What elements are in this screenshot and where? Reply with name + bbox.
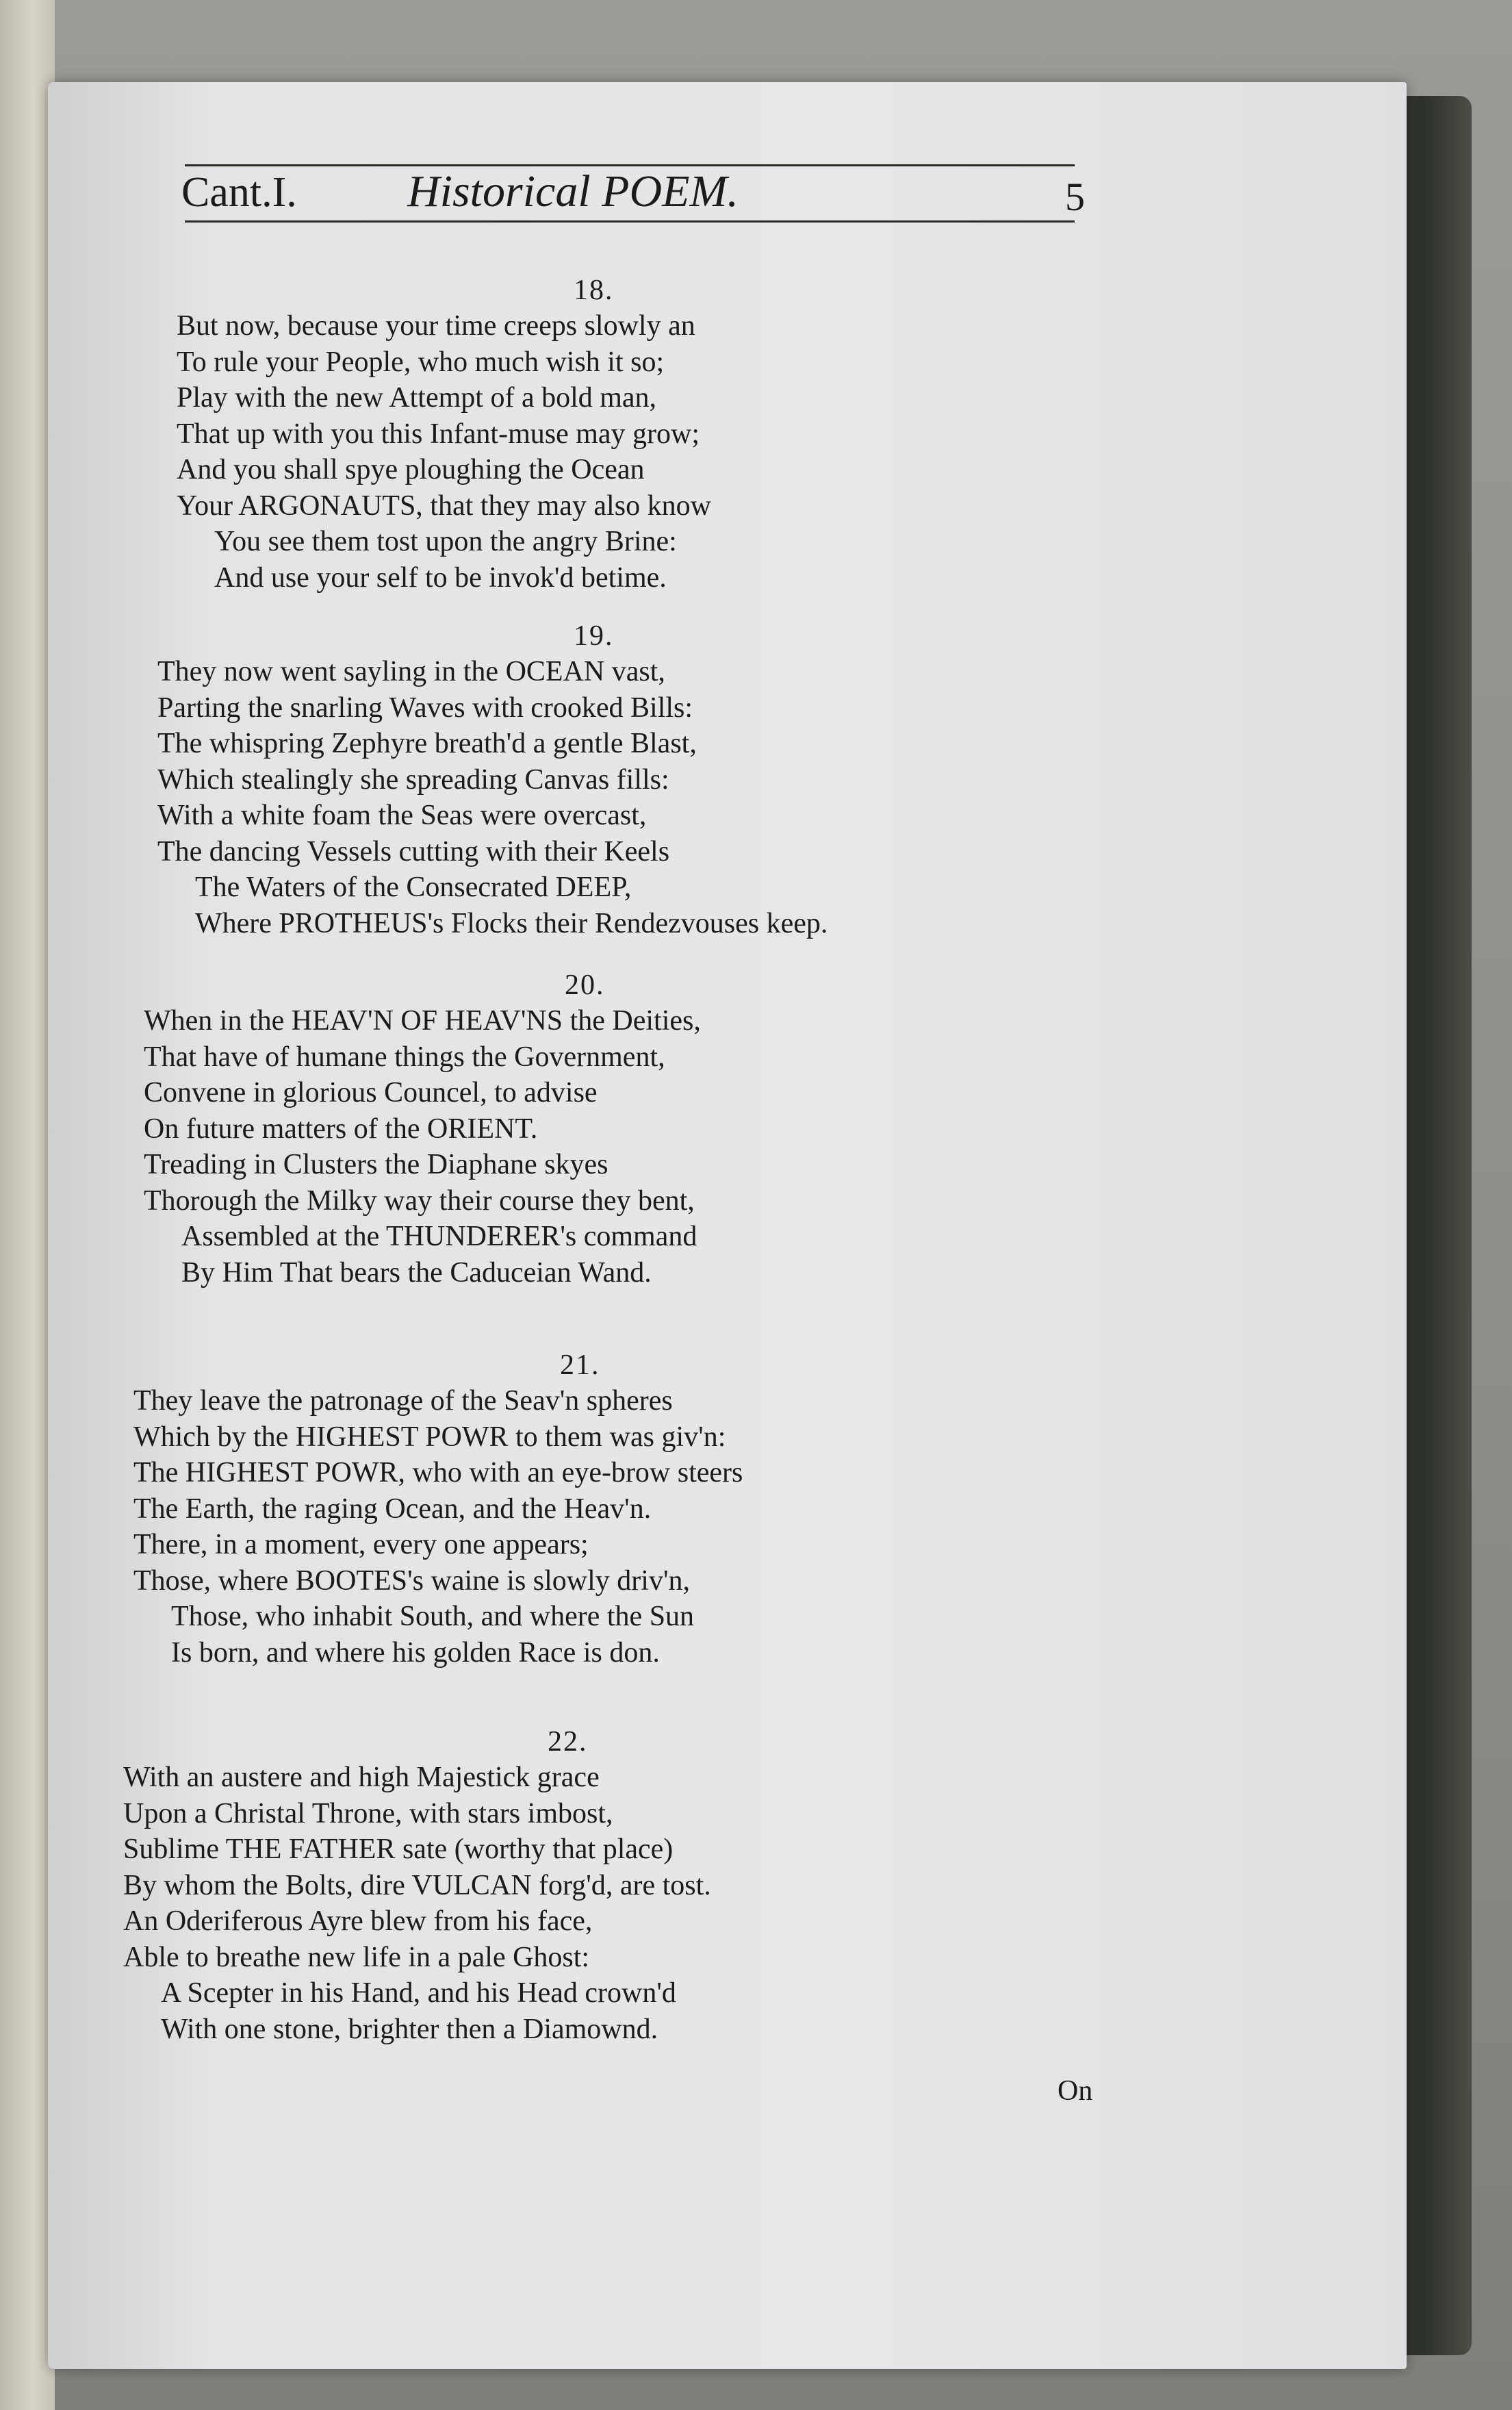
verse-line: There, in a moment, every one appears; <box>133 1529 589 1560</box>
verse-line: Is born, and where his golden Race is don. <box>171 1636 660 1669</box>
stanza-number: 18. <box>574 275 614 306</box>
verse-line: With a white foam the Seas were overcast, <box>157 800 647 831</box>
stanza-number: 20. <box>565 969 605 1001</box>
verse-line: Assembled at the THUNDERER's command <box>181 1221 697 1252</box>
verse-line: By whom the Bolts, dire VULCAN forg'd, are tost. <box>123 1869 711 1901</box>
facing-page-edge <box>0 0 55 2410</box>
verse-line: On future matters of the ORIENT. <box>144 1113 538 1145</box>
verse-line: Thorough the Milky way their course they bent, <box>144 1184 695 1217</box>
verse-line: Able to breathe new life in a pale Ghost: <box>123 1941 590 1973</box>
catchword: On <box>1058 2075 1093 2107</box>
stanza-number: 22. <box>548 1726 588 1758</box>
header-rule-bottom <box>185 220 1075 223</box>
verse-line: Which stealingly she spreading Canvas fills: <box>157 763 669 796</box>
verse-line: Upon a Christal Throne, with stars imbost, <box>123 1797 613 1829</box>
verse-line: And you shall spye ploughing the Ocean <box>177 454 645 485</box>
verse-line: Those, who inhabit South, and where the Sun <box>171 1601 695 1632</box>
verse-line: An Oderiferous Ayre blew from his face, <box>123 1905 593 1937</box>
verse-line: By Him That bears the Caduceian Wand. <box>181 1256 652 1289</box>
page-number: 5 <box>1065 175 1085 219</box>
verse-line: To rule your People, who much wish it so; <box>177 346 665 378</box>
verse-line: A Scepter in his Hand, and his Head crown'd <box>161 1977 676 2009</box>
verse-line: The Earth, the raging Ocean, and the Heav'n. <box>133 1493 652 1525</box>
verse-line: Parting the snarling Waves with crooked Bills: <box>157 692 693 724</box>
verse-line: When in the HEAV'N OF HEAV'NS the Deities, <box>144 1005 701 1037</box>
verse-line: The Waters of the Consecrated DEEP, <box>195 872 632 903</box>
canto-label: Cant.I. <box>181 169 297 216</box>
verse-line: With one stone, brighter then a Diamownd. <box>161 2013 658 2045</box>
stanza-number: 19. <box>574 620 614 652</box>
verse-line: And use your self to be invok'd betime. <box>214 561 667 594</box>
verse-line: Play with the new Attempt of a bold man, <box>177 382 657 414</box>
verse-line: The whispring Zephyre breath'd a gentle Blast, <box>157 728 697 759</box>
stanza-number: 21. <box>560 1349 600 1381</box>
verse-line: They now went sayling in the OCEAN vast, <box>157 656 665 687</box>
verse-line: Convene in glorious Councel, to advise <box>144 1077 598 1108</box>
verse-line: That up with you this Infant-muse may grow; <box>177 418 700 450</box>
verse-line: Treading in Clusters the Diaphane skyes <box>144 1149 608 1180</box>
verse-line: Those, where BOOTES's waine is slowly driv'n, <box>133 1564 691 1597</box>
verse-line: Where PROTHEUS's Flocks their Rendezvouses keep. <box>195 907 828 939</box>
verse-line: That have of humane things the Government, <box>144 1041 665 1073</box>
verse-line: Which by the HIGHEST POWR to them was giv'n: <box>133 1421 726 1453</box>
verse-line: But now, because your time creeps slowly an <box>177 310 695 342</box>
running-title: Historical POEM. <box>407 166 739 216</box>
verse-line: They leave the patronage of the Seav'n spheres <box>133 1385 673 1417</box>
verse-line: Sublime THE FATHER sate (worthy that place) <box>123 1834 674 1865</box>
verse-line: You see them tost upon the angry Brine: <box>214 526 677 557</box>
verse-line: With an austere and high Majestick grace <box>123 1762 600 1793</box>
verse-line: The HIGHEST POWR, who with an eye-brow steers <box>133 1457 743 1488</box>
verse-line: The dancing Vessels cutting with their Keels <box>157 835 670 867</box>
running-head <box>181 163 1085 218</box>
verse-line: Your ARGONAUTS, that they may also know <box>177 490 711 522</box>
